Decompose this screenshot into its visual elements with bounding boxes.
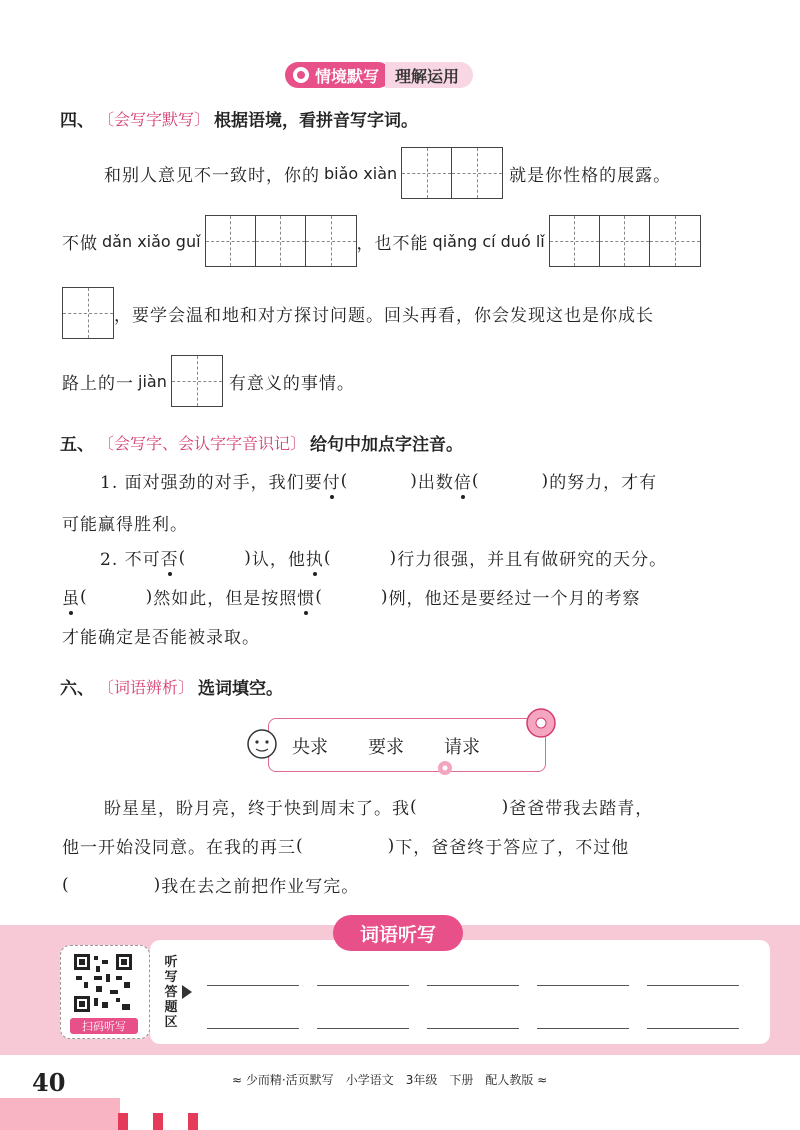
dotted-char: 虽 [62,584,80,609]
word-option: 央求 [292,737,328,758]
q6-p1: 盼星星，盼月亮，终于快到周末了。我 ( ) 爸爸带我去踏青， [104,796,654,819]
pinyin: biǎo xiàn [324,163,398,183]
header-subtitle: 理解运用 [385,62,473,88]
q4-tag: 〔会写字默写〕 [98,110,211,129]
q5-s2-end: 才能确定是否能被录取。 [62,628,260,648]
q5-s1: 1. 面对强劲的对手，我们要 付 ( ) 出数 倍 ( ) 的努力，才有 [100,468,657,493]
answer-line[interactable] [207,985,299,986]
answer-line[interactable] [647,985,739,986]
q6-heading: 六、 〔词语辨析〕 选词填空。 [60,674,283,699]
dotted-char: 付 [323,468,341,493]
answer-line[interactable] [317,1028,409,1029]
dotted-char: 否 [161,545,179,570]
pinyin: jiàn [138,371,167,391]
q6-p2: 他一开始没同意。在我的再三 ( ) 下，爸爸终于答应了，不过他 [62,835,630,858]
q4-line3: ，要学会温和地和对方探讨问题。回头再看，你会发现这也是你成长 [62,287,654,339]
flower-icon [434,758,456,778]
q6-tag: 〔词语辨析〕 [98,678,195,697]
dotted-char: 执 [306,545,324,570]
medal-icon [293,67,309,83]
writing-grid[interactable] [205,215,357,267]
scan-label: 扫码听写 [70,1018,138,1034]
corner-decoration [0,1098,120,1130]
q5-tag: 〔会写字、会认字字音识记〕 [98,434,307,453]
q4-line4: 路上的一 jiàn 有意义的事情。 [62,355,355,407]
answer-line[interactable] [207,1028,299,1029]
word-option: 要求 [368,737,404,758]
footer-info: ≈ 少而精·活页默写 小学语文 3年级 下册 配人教版 ≈ [232,1073,548,1087]
header-badge: 情境默写 [285,62,391,88]
answer-line[interactable] [427,985,519,986]
answer-line[interactable] [427,1028,519,1029]
q5-s2-cont: 虽 ( ) 然如此，但是按照 惯 ( ) 例，他还是要经过一个月的考察 [62,584,641,609]
qr-code-icon[interactable] [72,952,134,1014]
pinyin: qiǎng cí duó lǐ [432,231,545,251]
q5-heading: 五、 〔会写字、会认字字音识记〕 给句中加点字注音。 [60,430,463,455]
q5-s2: 2. 不可 否 ( ) 认，他 执 ( ) 行力很强，并且有做研究的天分。 [100,545,667,570]
q4-line2: 不做 dǎn xiǎo guǐ ，也不能 qiǎng cí duó lǐ [62,215,701,267]
bottom-bars [118,1113,198,1130]
answer-line[interactable] [537,985,629,986]
dictation-title: 词语听写 [333,915,463,951]
writing-grid[interactable] [171,355,223,407]
dotted-char: 惯 [297,584,315,609]
q5-s1-cont: 可能赢得胜利。 [62,515,188,535]
writing-grid[interactable] [401,147,503,199]
section-header [285,62,473,88]
pinyin: dǎn xiǎo guǐ [102,231,201,251]
writing-grid[interactable] [62,287,114,339]
arrow-right-icon [182,985,192,999]
page-number: 40 [32,1068,66,1097]
dotted-char: 倍 [454,468,472,493]
word-option: 请求 [444,737,480,758]
writing-grid[interactable] [549,215,701,267]
donut-icon [524,706,558,740]
word-bank-words [292,733,480,759]
q6-p3: ( ) 我在去之前把作业写完。 [62,874,360,897]
answer-line[interactable] [317,985,409,986]
cartoon-face-icon [244,724,280,764]
answer-line[interactable] [647,1028,739,1029]
answer-area-label: 听写答题区 [164,955,178,1030]
answer-line[interactable] [537,1028,629,1029]
q4-line1: 和别人意见不一致时，你的 biǎo xiàn 就是你性格的展露。 [104,147,671,199]
q4-heading: 四、 〔会写字默写〕 根据语境，看拼音写字词。 [60,106,418,131]
